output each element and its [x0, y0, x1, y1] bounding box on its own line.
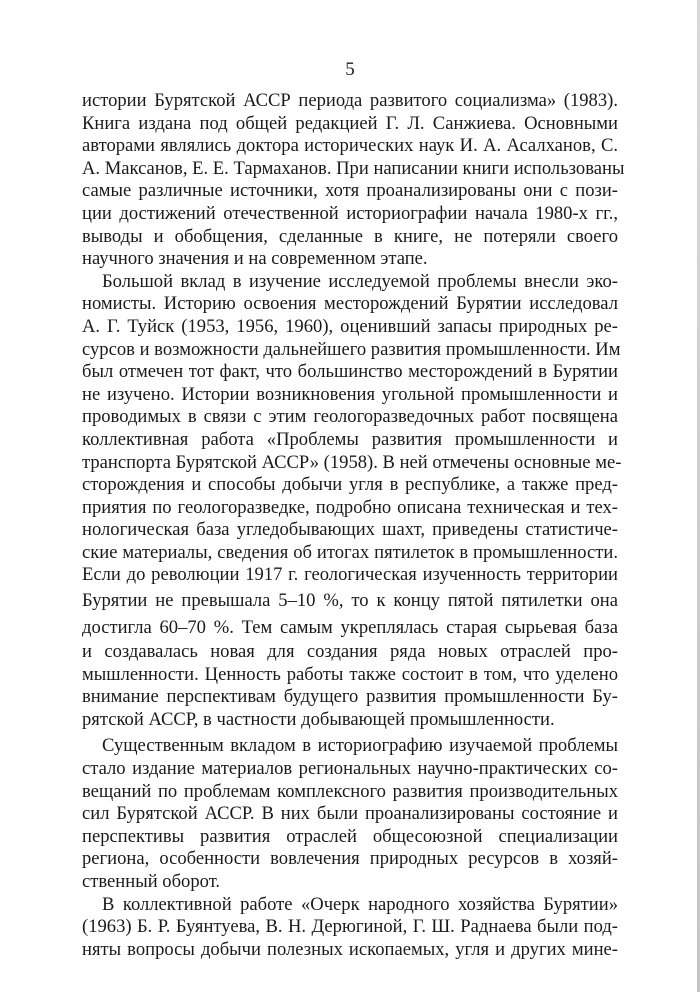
- text-line: приятия по геологоразведке, подробно описана техническая и тех-: [82, 496, 618, 518]
- text-line: авторами являлись доктора исторических наук И. А. Асалханов, С.: [82, 135, 618, 157]
- paragraph-first-line: В коллективной работе «Очерк народного хозяйства Бурятии»: [102, 893, 618, 915]
- text-line: транспорта Бурятской АССР» (1958). В ней отмечены основные ме-: [82, 451, 622, 473]
- text-line: А. Максанов, Е. Е. Тармаханов. При написании книги использованы: [82, 157, 625, 179]
- text-line: научного значения и на современном этапе.: [82, 248, 428, 270]
- text-line: достигла 60–70 %. Тем самым укреплялась старая сырьевая база: [82, 617, 618, 639]
- text-line: коллективная работа «Проблемы развития промышленности и: [82, 428, 618, 450]
- text-line: сил Бурятской АССР. В них были проанализированы состояние и: [82, 803, 618, 825]
- text-line: не изучено. Истории возникновения угольной промышленности и: [82, 383, 618, 405]
- text-line: региона, особенности вовлечения природных ресурсов в хозяй-: [82, 848, 618, 870]
- text-line: самые различные источники, хотя проанализированы они с пози-: [82, 180, 618, 202]
- text-line: мышленности. Ценность работы также состоит в том, что уделено: [82, 663, 618, 685]
- text-line: ские материалы, сведения об итогах пятилеток в промышленности.: [82, 541, 618, 563]
- paragraph-first-line: Существенным вкладом в историографию изучаемой проблемы: [102, 735, 618, 757]
- text-line: Если до революции 1917 г. геологическая изученность территории: [82, 564, 618, 586]
- text-line: Книга издана под общей редакцией Г. Л. Санжиева. Основными: [82, 112, 618, 134]
- text-line: стало издание материалов региональных научно-практических со-: [82, 758, 618, 780]
- text-line: няты вопросы добычи полезных ископаемых, угля и других мине-: [82, 938, 618, 960]
- text-line: перспективы развития отраслей общесоюзной специализации: [82, 825, 618, 847]
- page-number: 5: [345, 59, 355, 80]
- text-line: рятской АССР, в частности добывающей промышленности.: [82, 708, 555, 730]
- text-line: номисты. Историю освоения месторождений Бурятии исследовал: [82, 293, 618, 315]
- text-line: нологическая база угледобывающих шахт, приведены статистиче-: [82, 519, 618, 541]
- text-line: (1963) Б. Р. Буянтуева, В. Н. Дерюгиной, Г. Ш. Раднаева были под-: [82, 916, 618, 938]
- text-line: вещаний по проблемам комплексного развития производительных: [82, 780, 618, 802]
- text-line: и создавалась новая для создания ряда новых отраслей про-: [82, 641, 618, 663]
- text-line: сторождения и способы добычи угля в республике, а также пред-: [82, 474, 618, 496]
- text-line: был отмечен тот факт, что большинство месторождений в Бурятии: [82, 361, 618, 383]
- text-line: истории Бурятской АССР периода развитого социализма» (1983).: [82, 90, 618, 111]
- text-line: ции достижений отечественной историографии начала 1980-х гг.,: [82, 202, 618, 224]
- text-line: А. Г. Туйск (1953, 1956, 1960), оценивший запасы природных ре-: [82, 315, 618, 337]
- text-line: проводимых в связи с этим геологоразведочных работ посвящена: [82, 406, 618, 428]
- text-line: Бурятии не превышала 5–10 %, то к концу пятой пятилетки она: [82, 590, 618, 612]
- body-text: [82, 90, 625, 961]
- paragraph-first-line: Большой вклад в изучение исследуемой проблемы внесли эко-: [102, 270, 618, 292]
- text-line: ственный оборот.: [82, 871, 221, 892]
- text-line: внимание перспективам будущего развития промышленности Бу-: [82, 686, 618, 708]
- text-line: выводы и обобщения, сделанные в книге, не потеряли своего: [82, 225, 618, 247]
- text-line: сурсов и возможности дальнейшего развития промышленности. Им: [82, 338, 621, 360]
